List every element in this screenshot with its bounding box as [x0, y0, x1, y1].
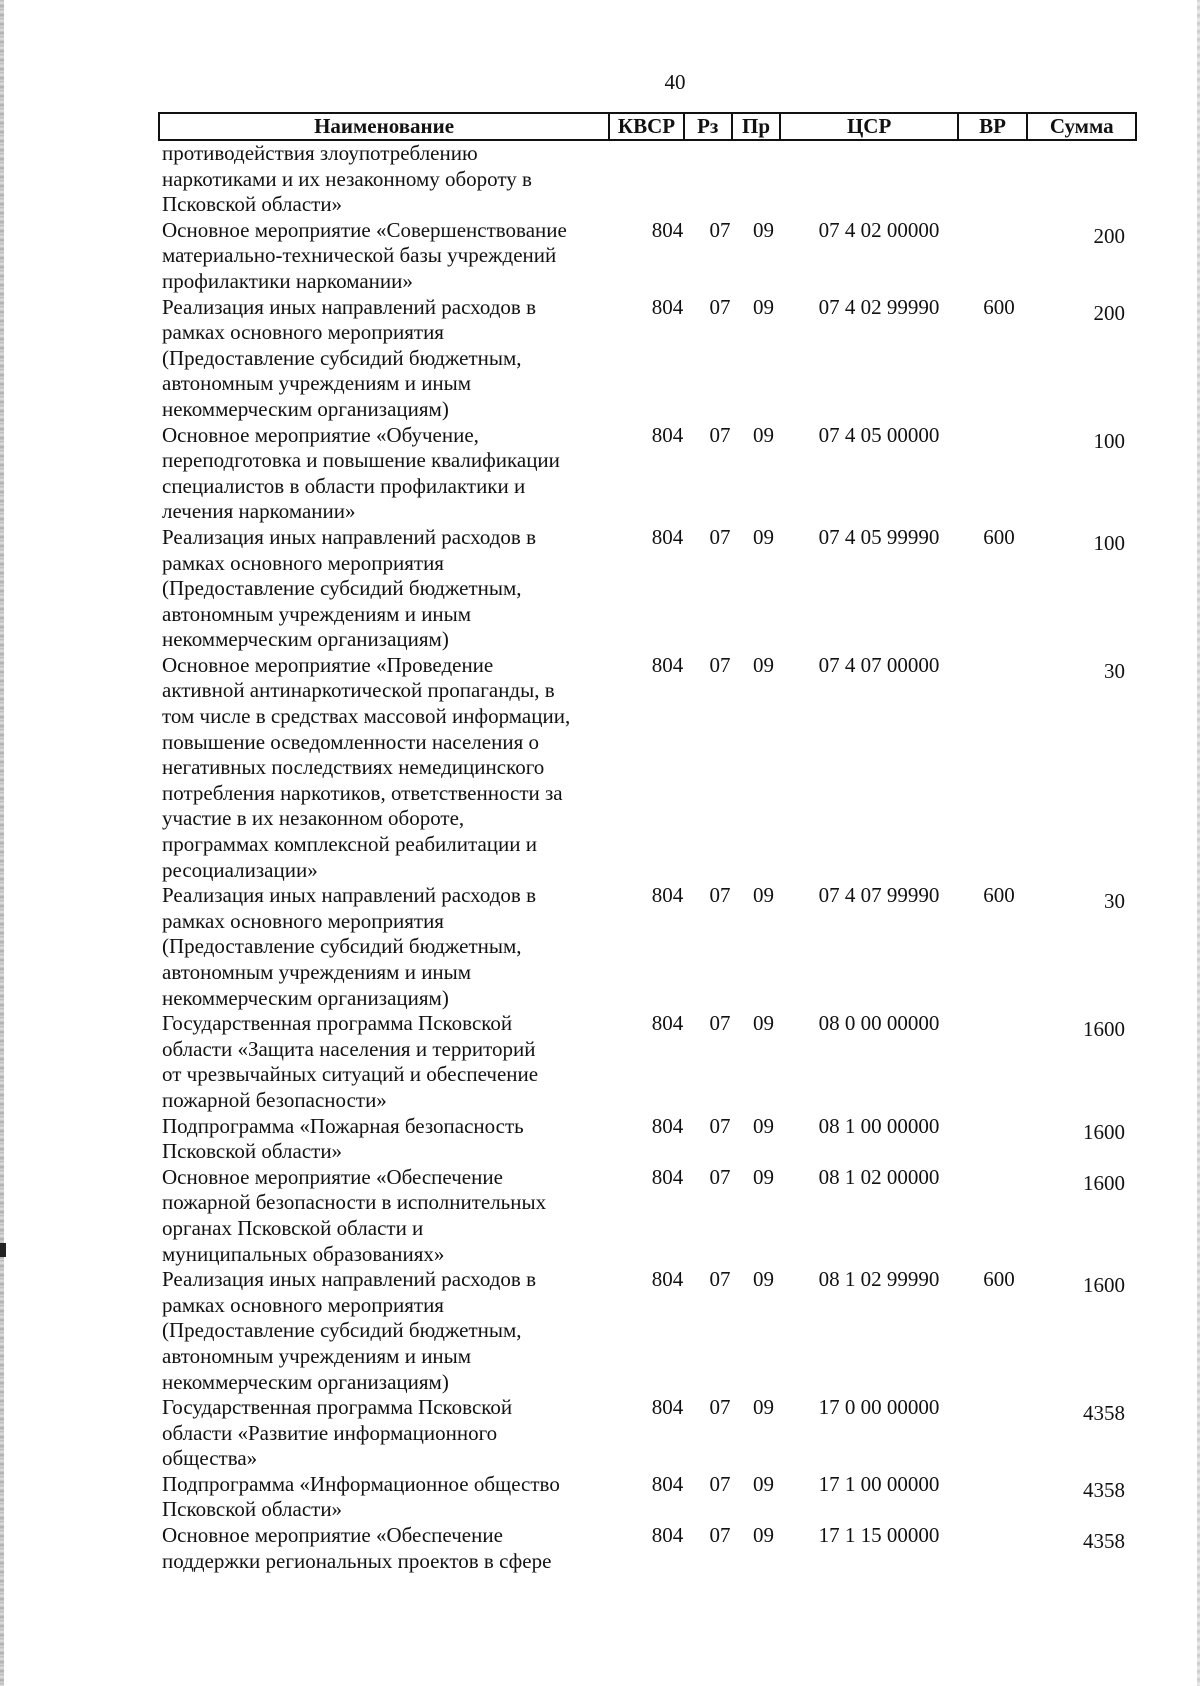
row-csr: 07 4 07 99990 — [818, 883, 940, 908]
row-rz: 07 — [709, 1523, 731, 1548]
row-vr: 600 — [983, 883, 1015, 908]
row-kvsr: 804 — [651, 1395, 684, 1420]
row-kvsr: 804 — [651, 1267, 684, 1292]
row-name-line: переподготовка и повышение квалификации — [162, 448, 560, 473]
row-name-line: Реализация иных направлений расходов в — [162, 1267, 537, 1292]
row-name-line: (Предоставление субсидий бюджетным, — [162, 576, 522, 601]
row-rz: 07 — [709, 1164, 731, 1189]
row-rz: 07 — [709, 1471, 731, 1496]
row-name-line: Псковской области» — [162, 1139, 343, 1164]
row-name — [158, 525, 610, 653]
table-row — [158, 141, 1137, 218]
row-name-line: от чрезвычайных ситуаций и обеспечение — [162, 1062, 539, 1087]
row-sum: 30 — [1104, 889, 1125, 914]
row-name — [158, 883, 610, 1011]
row-csr: 07 4 02 00000 — [818, 217, 940, 242]
budget-table — [158, 112, 1137, 1574]
row-name-line: (Предоставление субсидий бюджетным, — [162, 934, 522, 959]
table-row — [158, 1523, 1137, 1574]
row-name-line: профилактики наркомании» — [162, 268, 413, 293]
row-kvsr: 804 — [651, 652, 684, 677]
row-pr: 09 — [753, 1395, 774, 1420]
row-name-line: автономным учреждениям и иным — [162, 1343, 472, 1368]
table-row — [158, 423, 1137, 525]
row-pr: 09 — [753, 652, 774, 677]
header-vr: ВР — [959, 114, 1029, 139]
row-name-line: муниципальных образованиях» — [162, 1241, 445, 1266]
row-sum: 1600 — [1083, 1273, 1125, 1298]
row-name-line: активной антинаркотической пропаганды, в — [162, 678, 555, 703]
row-rz: 07 — [709, 1011, 731, 1036]
row-csr: 07 4 05 99990 — [818, 524, 940, 549]
header-pr: Пр — [733, 114, 782, 139]
row-name-line: Подпрограмма «Информационное общество — [162, 1471, 560, 1496]
row-name-line: наркотиками и их незаконному обороту в — [162, 166, 532, 191]
row-name-line: повышение осведомленности населения о — [162, 729, 539, 754]
row-name — [158, 1472, 610, 1523]
header-sum: Сумма — [1049, 114, 1114, 138]
row-pr: 09 — [753, 1267, 774, 1292]
row-name-line: участие в их незаконном обороте, — [162, 806, 465, 831]
table-row — [158, 1165, 1137, 1267]
row-name — [158, 1395, 610, 1472]
row-name-line: материально-технической базы учреждений — [162, 243, 557, 268]
row-name — [158, 1011, 610, 1113]
row-csr: 08 1 02 99990 — [818, 1267, 940, 1292]
row-name-line: Псковской области» — [162, 1497, 343, 1522]
row-rz: 07 — [709, 422, 731, 447]
row-name-line: автономным учреждениям и иным — [162, 371, 472, 396]
row-name-line: Основное мероприятие «Обеспечение — [162, 1164, 503, 1189]
table-row — [158, 883, 1137, 1011]
header-kvsr: КВСР — [610, 114, 685, 139]
row-kvsr: 804 — [651, 1011, 684, 1036]
row-vr: 600 — [983, 294, 1015, 319]
row-name — [158, 1267, 610, 1395]
header-csr: ЦСР — [781, 114, 958, 139]
row-name — [158, 653, 610, 883]
header-rz: Рз — [685, 114, 733, 139]
row-name — [158, 1165, 610, 1267]
row-sum: 4358 — [1083, 1477, 1125, 1502]
row-kvsr: 804 — [651, 524, 684, 549]
row-rz: 07 — [709, 883, 731, 908]
row-csr: 17 0 00 00000 — [818, 1395, 940, 1420]
row-rz: 07 — [709, 1395, 731, 1420]
row-name — [158, 1523, 610, 1574]
row-sum: 200 — [1093, 223, 1125, 248]
row-sum: 4358 — [1083, 1401, 1125, 1426]
row-name-line: органах Псковской области и — [162, 1215, 424, 1240]
row-vr: 600 — [983, 1267, 1015, 1292]
row-name-line: поддержки региональных проектов в сфере — [162, 1548, 552, 1573]
row-csr: 17 1 15 00000 — [818, 1523, 940, 1548]
row-pr: 09 — [753, 1164, 774, 1189]
row-rz: 07 — [709, 1267, 731, 1292]
row-pr: 09 — [753, 883, 774, 908]
row-kvsr: 804 — [651, 1164, 684, 1189]
scan-edge-left — [0, 0, 4, 1686]
row-kvsr: 804 — [651, 1523, 684, 1548]
row-name-line: (Предоставление субсидий бюджетным, — [162, 345, 522, 370]
row-csr: 17 1 00 00000 — [818, 1471, 940, 1496]
row-rz: 07 — [709, 217, 731, 242]
row-name-line: специалистов в области профилактики и — [162, 473, 526, 498]
row-name-line: Подпрограмма «Пожарная безопасность — [162, 1113, 524, 1138]
row-sum: 30 — [1104, 658, 1125, 683]
row-name-line: рамках основного мероприятия — [162, 550, 444, 575]
row-name-line: некоммерческим организациям) — [162, 985, 449, 1010]
row-name-line: области «Защита населения и территорий — [162, 1036, 536, 1061]
row-csr: 08 0 00 00000 — [818, 1011, 940, 1036]
row-name-line: программах комплексной реабилитации и — [162, 832, 537, 857]
row-kvsr: 804 — [651, 294, 684, 319]
row-name-line: лечения наркомании» — [162, 499, 356, 524]
page-number: 40 — [664, 70, 686, 94]
row-name-line: автономным учреждениям и иным — [162, 601, 472, 626]
table-row — [158, 1472, 1137, 1523]
table-row — [158, 653, 1137, 883]
table-row — [158, 1114, 1137, 1165]
table-row — [158, 1267, 1137, 1395]
row-name-line: рамках основного мероприятия — [162, 1292, 444, 1317]
row-name-line: Реализация иных направлений расходов в — [162, 524, 537, 549]
header-name: Наименование — [160, 114, 610, 139]
row-name-line: негативных последствиях немедицинского — [162, 755, 545, 780]
row-rz: 07 — [709, 652, 731, 677]
row-rz: 07 — [709, 524, 731, 549]
table-row — [158, 525, 1137, 653]
row-name-line: рамках основного мероприятия — [162, 320, 444, 345]
row-csr: 07 4 05 00000 — [818, 422, 940, 447]
row-name — [158, 1114, 610, 1165]
row-pr: 09 — [753, 217, 774, 242]
row-name-line: некоммерческим организациям) — [162, 1369, 449, 1394]
row-csr: 08 1 02 00000 — [818, 1164, 940, 1189]
row-name-line: некоммерческим организациям) — [162, 627, 449, 652]
table-body — [158, 141, 1137, 1574]
row-name-line: некоммерческим организациям) — [162, 396, 449, 421]
row-name-line: автономным учреждениям и иным — [162, 960, 472, 984]
row-kvsr: 804 — [651, 883, 684, 908]
scan-mark — [0, 1243, 6, 1257]
row-name-line: области «Развитие информационного — [162, 1420, 498, 1445]
row-sum: 1600 — [1083, 1119, 1125, 1144]
row-sum: 4358 — [1083, 1529, 1125, 1554]
row-name-line: (Предоставление субсидий бюджетным, — [162, 1318, 522, 1343]
table-row — [158, 218, 1137, 295]
row-csr: 08 1 00 00000 — [818, 1113, 940, 1138]
row-name-line: Основное мероприятие «Совершенствование — [162, 217, 567, 242]
row-sum: 200 — [1093, 300, 1125, 325]
row-sum: 100 — [1093, 530, 1125, 555]
row-pr: 09 — [753, 1011, 774, 1036]
row-sum: 1600 — [1083, 1170, 1125, 1195]
row-csr: 07 4 07 00000 — [818, 652, 940, 677]
table-row — [158, 1011, 1137, 1113]
row-name — [158, 295, 610, 423]
row-rz: 07 — [709, 294, 731, 319]
row-kvsr: 804 — [651, 217, 684, 242]
row-name — [158, 423, 610, 525]
row-name-line: Псковской области» — [162, 192, 343, 217]
row-sum: 100 — [1093, 428, 1125, 453]
row-name-line: рамках основного мероприятия — [162, 908, 444, 933]
row-name — [158, 218, 610, 295]
row-pr: 09 — [753, 524, 774, 549]
row-pr: 09 — [753, 1471, 774, 1496]
row-pr: 09 — [753, 422, 774, 447]
row-name-line: Государственная программа Псковской — [162, 1011, 513, 1036]
table-row — [158, 295, 1137, 423]
row-kvsr: 804 — [651, 1471, 684, 1496]
row-name-line: противодействия злоупотреблению — [162, 141, 478, 165]
row-sum — [1030, 141, 1137, 147]
row-name — [158, 141, 610, 218]
table-header — [158, 112, 1137, 141]
row-pr: 09 — [753, 294, 774, 319]
table-row — [158, 1395, 1137, 1472]
row-pr: 09 — [753, 1523, 774, 1548]
row-rz: 07 — [709, 1113, 731, 1138]
row-csr: 07 4 02 99990 — [818, 294, 940, 319]
row-name-line: том числе в средствах массовой информации, — [162, 704, 571, 729]
row-name-line: Основное мероприятие «Обучение, — [162, 422, 479, 447]
row-vr: 600 — [983, 524, 1015, 549]
row-name-line: пожарной безопасности в исполнительных — [162, 1190, 547, 1215]
row-kvsr: 804 — [651, 1113, 684, 1138]
row-name-line: Реализация иных направлений расходов в — [162, 883, 537, 908]
row-name-line: пожарной безопасности» — [162, 1087, 387, 1112]
row-kvsr: 804 — [651, 422, 684, 447]
row-name-line: общества» — [162, 1446, 258, 1471]
row-name-line: Основное мероприятие «Обеспечение — [162, 1523, 503, 1548]
row-sum: 1600 — [1083, 1017, 1125, 1042]
row-name-line: Государственная программа Псковской — [162, 1395, 513, 1420]
row-name-line: ресоциализации» — [162, 857, 318, 882]
row-name-line: Реализация иных направлений расходов в — [162, 294, 537, 319]
row-pr: 09 — [753, 1113, 774, 1138]
row-name-line: Основное мероприятие «Проведение — [162, 652, 494, 677]
row-name-line: потребления наркотиков, ответственности за — [162, 780, 563, 805]
